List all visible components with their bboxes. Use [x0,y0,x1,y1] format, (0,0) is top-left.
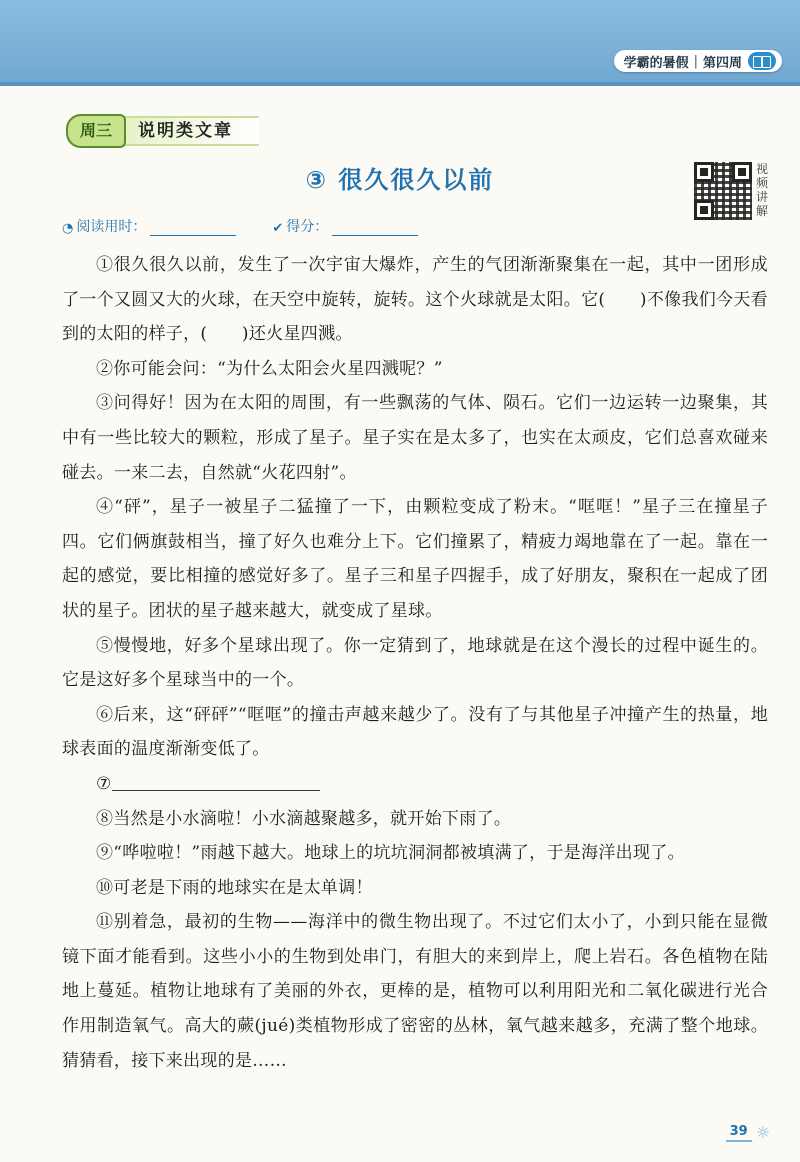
score-blank[interactable] [332,221,418,236]
book-icon [748,52,776,70]
paragraph: ⑨“哗啦啦！”雨越下越大。地球上的坑坑洞洞都被填满了，于是海洋出现了。 [96,843,685,864]
paragraph: ⑧当然是小水滴啦！小水滴越聚越多，就开始下雨了。 [96,808,512,829]
page-footer [726,1123,770,1142]
article-title: ③ 很久很久以前 [305,166,495,194]
paragraph: ⑪别着急，最初的生物——海洋中的微生物出现了。不过它们太小了，小到只能在显微镜下面才能看到。这些小小的生物到处串门，有胆大的来到岸上，爬上岩石。各色植物在陆地上蔓延。植物让地球有了美丽的外衣，更棒的是，植物可以利用阳光和二氧化碳进行光合作用制造氧气。高大的蕨(jué)类植物形成了密密的丛林，氧气越来越多，充满了整个地球。猜猜看，接下来出现的是…… [62,912,768,1071]
reading-time [62,216,236,236]
paragraph: ⑤慢慢地，好多个星球出现了。你一定猜到了，地球就是在这个漫长的过程中诞生的。它是这好多个星球当中的一个。 [62,635,768,691]
reading-time-label: 阅读用时： [76,219,147,235]
qr-code-icon[interactable] [694,162,752,220]
qr-label: 视频讲解 [756,162,769,218]
clock-icon: ◔ [62,221,74,236]
score [272,216,418,236]
article-body [62,248,768,1078]
meta-row [62,216,454,236]
paragraph-blank [62,767,768,802]
top-banner [0,0,800,86]
series-title: 学霸的暑假 [623,55,689,71]
score-label: 得分： [286,219,329,235]
qr-finder-icon [694,162,714,182]
section-type: 说明类文章 [116,116,259,146]
paragraph: ③问得好！因为在太阳的周围，有一些飘荡的气体、陨石。它们一边运转一边聚集，其中有一些比较大的颗粒，形成了星子。星子实在是太多了，也实在太顽皮，它们总喜欢碰来碰去。一来二去，自然就“火花四射”。 [62,393,768,483]
fill-in-blank[interactable] [112,772,320,791]
header-badge [614,50,782,72]
paragraph: ⑥后来，这“砰砰”“哐哐”的撞击声越来越少了。没有了与其他星子冲撞产生的热量，地球表面的温度渐渐变低了。 [62,704,768,760]
paragraph: ①很久很久以前，发生了一次宇宙大爆炸，产生的气团渐渐聚集在一起，其中一团形成了一个又圆又大的火球，在天空中旋转，旋转。这个火球就是太阳。它( )不像我们今天看到的太阳的样子，( )还火星四溅。 [62,255,768,345]
paragraph: ④“砰”，星子一被星子二猛撞了一下，由颗粒变成了粉末。“哐哐！”星子三在撞星子四。它们俩旗鼓相当，撞了好久也难分上下。它们撞累了，精疲力竭地靠在了一起。靠在一起的感觉，要比相撞的感觉好多了。星子三和星子四握手，成了好朋友，聚积在一起成了团状的星子。团状的星子越来越大，就变成了星球。 [62,497,768,621]
reading-time-blank[interactable] [150,221,236,236]
section-tab [66,116,259,146]
qr-finder-icon [732,162,752,182]
week-label: 第四周 [702,55,742,71]
sun-icon: ☼ [755,1123,770,1142]
header-separator: | [693,53,698,69]
paragraph-number: ⑦ [96,773,112,794]
video-qr[interactable] [694,162,770,220]
paragraph: ⑩可老是下雨的地球实在是太单调！ [96,877,373,898]
paragraph: ②你可能会问：“为什么太阳会火星四溅呢？” [96,358,443,379]
page-number: 39 [726,1124,752,1142]
qr-finder-icon [694,200,714,220]
section-day: 周三 [66,114,126,148]
check-icon: ✔ [272,221,284,236]
